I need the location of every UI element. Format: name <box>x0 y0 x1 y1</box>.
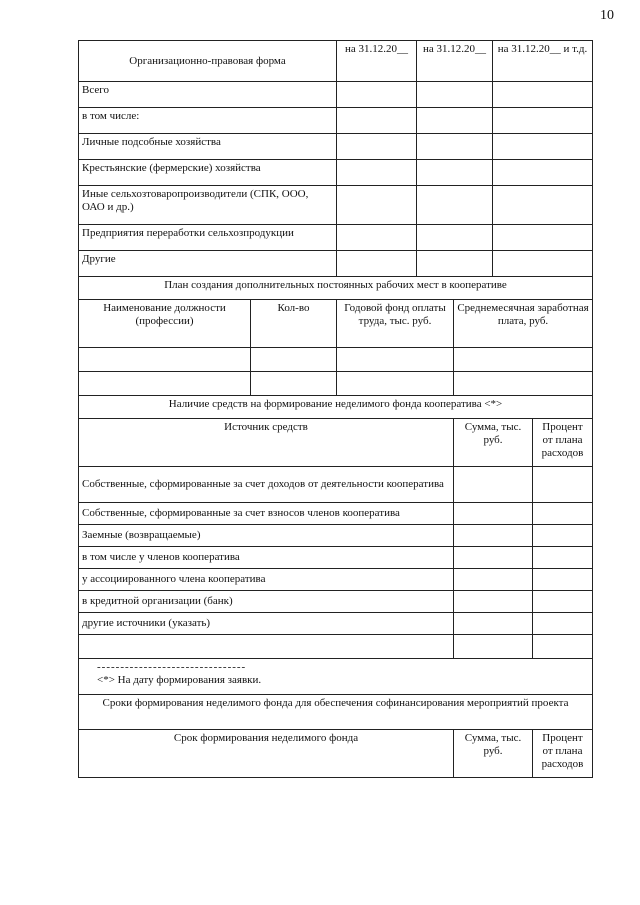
cell[interactable] <box>417 251 493 277</box>
row-label: в том числе: <box>79 108 337 134</box>
cell[interactable] <box>454 613 533 635</box>
source-row: Заемные (возвращаемые) <box>79 525 454 547</box>
cell[interactable] <box>337 186 417 225</box>
avg-salary-header: Среднемесячная заработная плата, руб. <box>454 300 593 348</box>
cell[interactable] <box>493 225 593 251</box>
sum-header: Сумма, тыс. руб. <box>454 729 533 777</box>
source-row: Собственные, сформированные за счет доходов от деятельности кооператива <box>79 467 454 503</box>
cell[interactable] <box>493 108 593 134</box>
date-header-2: на 31.12.20__ <box>417 41 493 82</box>
footnote <box>79 659 593 695</box>
org-form-header: Организационно-правовая форма <box>79 41 337 82</box>
date-header-3: на 31.12.20__ и т.д. <box>493 41 593 82</box>
cell[interactable] <box>493 134 593 160</box>
fund-schedule-table <box>78 695 593 778</box>
percent-header: Процент от плана расходов <box>533 729 593 777</box>
row-label: Предприятия переработки сельхозпродукции <box>79 225 337 251</box>
cell[interactable] <box>454 467 533 503</box>
jobs-plan-table <box>78 277 593 396</box>
cell[interactable] <box>337 348 454 372</box>
cell[interactable] <box>337 225 417 251</box>
annual-fund-header: Годовой фонд оплаты труда, тыс. руб. <box>337 300 454 348</box>
cell[interactable] <box>533 525 593 547</box>
position-header: Наименование должности (профессии) <box>79 300 251 348</box>
cell[interactable] <box>493 251 593 277</box>
sum-header: Сумма, тыс. руб. <box>454 419 533 467</box>
cell[interactable] <box>493 160 593 186</box>
fund-sources-title: Наличие средств на формирование неделимого фонда кооператива <*> <box>79 396 593 419</box>
footnote-text: <*> На дату формирования заявки. <box>97 674 262 686</box>
row-label: Личные подсобные хозяйства <box>79 134 337 160</box>
row-label: Крестьянские (фермерские) хозяйства <box>79 160 337 186</box>
cell[interactable] <box>454 525 533 547</box>
cell[interactable] <box>337 372 454 396</box>
fund-schedule-title: Сроки формирования неделимого фонда для обеспечения софинансирования мероприятий проекта <box>79 695 593 729</box>
source-row: другие источники (указать) <box>79 613 454 635</box>
cell[interactable] <box>454 547 533 569</box>
cell[interactable] <box>251 348 337 372</box>
source-row: у ассоциированного члена кооператива <box>79 569 454 591</box>
cell[interactable] <box>417 134 493 160</box>
cell[interactable] <box>417 108 493 134</box>
cell[interactable] <box>533 547 593 569</box>
cell[interactable] <box>417 225 493 251</box>
date-header-1: на 31.12.20__ <box>337 41 417 82</box>
cell[interactable] <box>337 251 417 277</box>
cell[interactable] <box>337 108 417 134</box>
cell[interactable] <box>417 160 493 186</box>
cell[interactable] <box>79 372 251 396</box>
cell[interactable] <box>454 591 533 613</box>
count-header: Кол-во <box>251 300 337 348</box>
source-row: в кредитной организации (банк) <box>79 591 454 613</box>
cell[interactable] <box>417 186 493 225</box>
cell[interactable] <box>533 591 593 613</box>
cell[interactable] <box>417 82 493 108</box>
cell[interactable] <box>454 569 533 591</box>
cell[interactable] <box>454 503 533 525</box>
cell[interactable] <box>251 372 337 396</box>
cell[interactable] <box>454 348 593 372</box>
cell[interactable] <box>79 635 454 659</box>
cell[interactable] <box>454 635 533 659</box>
cell[interactable] <box>533 635 593 659</box>
row-label: Иные сельхозтоваропроизводители (СПК, ООО, ОАО и др.) <box>79 186 337 225</box>
page-number: 10 <box>600 8 614 23</box>
cell[interactable] <box>493 82 593 108</box>
source-row: Собственные, сформированные за счет взносов членов кооператива <box>79 503 454 525</box>
cell[interactable] <box>337 82 417 108</box>
footnote-separator: -------------------------------- <box>97 661 247 673</box>
jobs-plan-title: План создания дополнительных постоянных рабочих мест в кооперативе <box>79 277 593 300</box>
cell[interactable] <box>337 160 417 186</box>
cell[interactable] <box>454 372 593 396</box>
cell[interactable] <box>533 613 593 635</box>
cell[interactable] <box>533 467 593 503</box>
term-header: Срок формирования неделимого фонда <box>79 729 454 777</box>
cell[interactable] <box>79 348 251 372</box>
cell[interactable] <box>533 503 593 525</box>
source-row: в том числе у членов кооператива <box>79 547 454 569</box>
row-label: Другие <box>79 251 337 277</box>
cell[interactable] <box>493 186 593 225</box>
cell[interactable] <box>337 134 417 160</box>
row-label: Всего <box>79 82 337 108</box>
percent-header: Процент от плана расходов <box>533 419 593 467</box>
source-header: Источник средств <box>79 419 454 467</box>
cell[interactable] <box>533 569 593 591</box>
org-form-table <box>78 40 593 277</box>
form-frame <box>78 40 592 778</box>
fund-sources-table <box>78 396 593 695</box>
